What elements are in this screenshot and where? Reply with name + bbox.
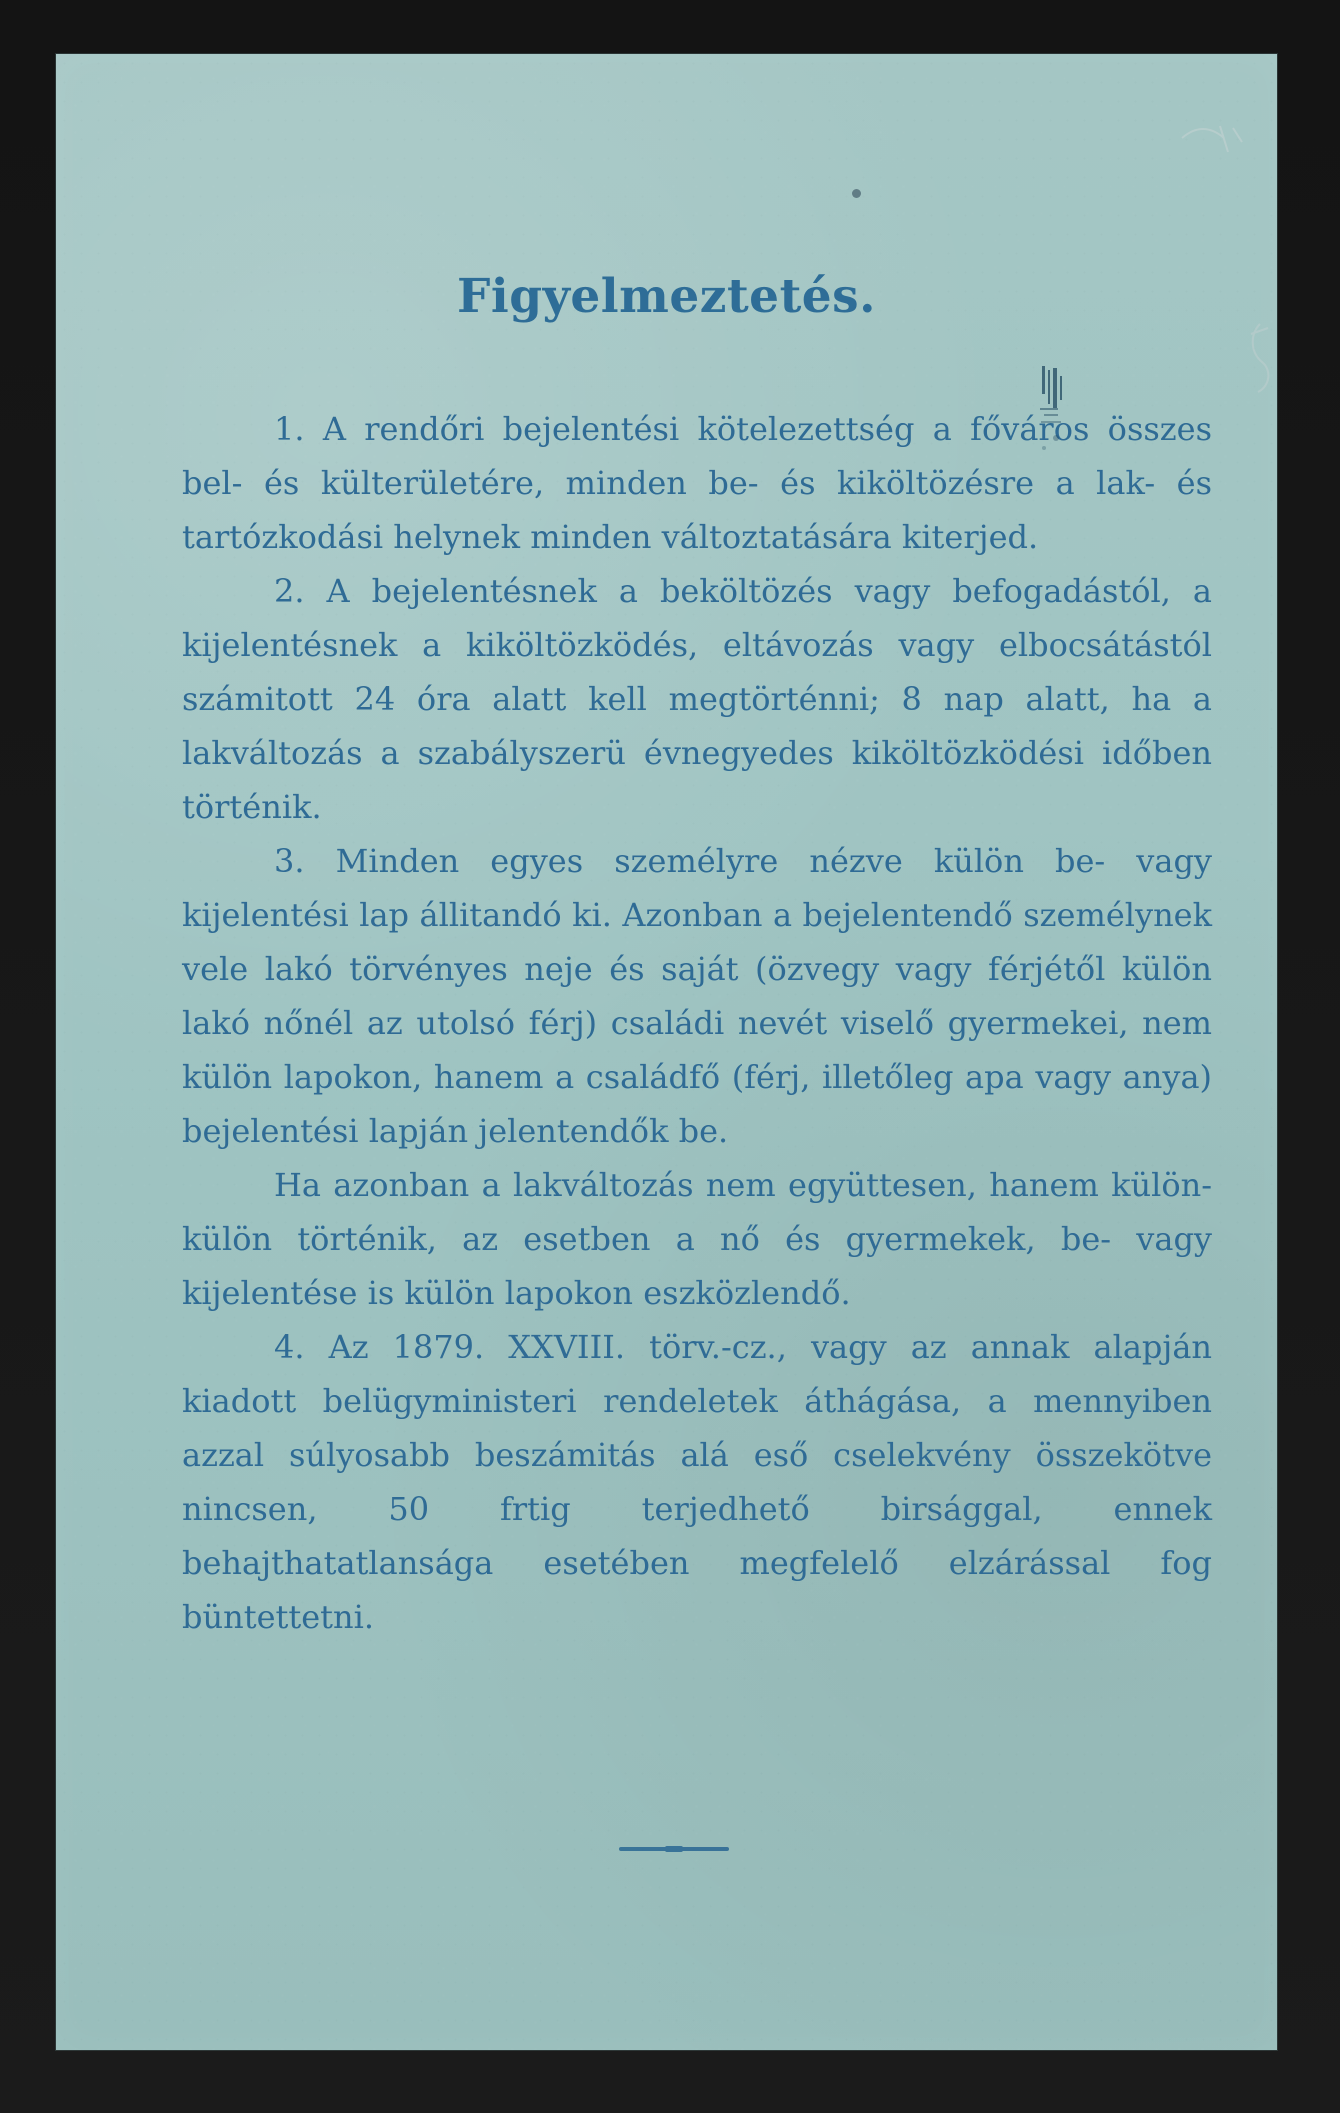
paragraph-4: Ha azonban a lakváltozás nem együttesen, hanem külön-külön történik, az esetben a nő és gyermekek, be- vagy kijelentése is külön lapokon eszközlendő. — [182, 1166, 1212, 1312]
pencil-mark-icon — [1176, 118, 1256, 158]
paragraph-5: 4. Az 1879. XXVIII. törv.-cz., vagy az annak alapján kiadott belügyministeri rendeletek áthágása, a mennyiben azzal súlyosabb beszámitás alá eső cselekvény összekötve nincsen, 50 frtig terjedhető birsággal, ennek behajthatatlansága esetében megfelelő elzárással fog büntettetni. — [182, 1328, 1212, 1636]
document-title: Figyelmeztetés. — [456, 269, 877, 324]
paragraph-3: 3. Minden egyes személyre nézve külön be- vagy kijelentési lap állitandó ki. Azonban a bejelentendő személynek vele lakó törvényes neje és saját (özvegy vagy férjétől külön lakó nőnél az utolsó férj) családi nevét viselő gyermekei, nem külön lapokon, hanem a családfő (férj, illetőleg apa vagy anya) bejelentési lapján jelentendők be. — [182, 842, 1212, 1150]
notice-card — [56, 54, 1277, 2050]
pencil-scribble-icon — [1240, 318, 1280, 398]
ornamental-divider — [619, 1847, 729, 1851]
paragraph-2: 2. A bejelentésnek a beköltözés vagy befogadástól, a kijelentésnek a kiköltözködés, eltávozás vagy elbocsátástól számitott 24 óra alatt kell megtörténni; 8 nap alatt, ha a lakváltozás a szabályszerü évnegyedes kiköltözködési időben történik. — [182, 572, 1212, 826]
document-body — [182, 402, 1212, 1644]
stamp-mark-icon — [1032, 366, 1072, 486]
paragraph-1: 1. A rendőri bejelentési kötelezettség a főváros összes bel- és külterületére, minden be- és kiköltözésre a lak- és tartózkodási helynek minden változtatására kiterjed. — [182, 410, 1212, 556]
small-dot-mark — [852, 189, 861, 198]
